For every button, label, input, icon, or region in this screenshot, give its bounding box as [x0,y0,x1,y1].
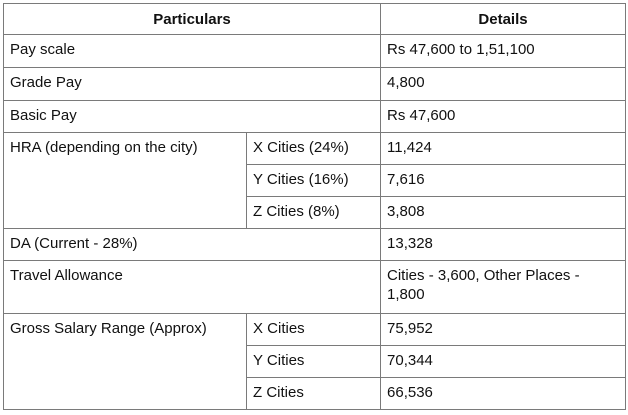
hra-label: HRA (depending on the city) [4,133,247,229]
hra-x-cities-label: X Cities (24%) [247,133,381,165]
hra-x-cities-value: 11,424 [381,133,626,165]
table-row [4,229,626,261]
table-row [4,314,626,346]
table-row [4,133,626,165]
hra-z-cities-label: Z Cities (8%) [247,197,381,229]
da-value: 13,328 [381,229,626,261]
hra-y-cities-value: 7,616 [381,165,626,197]
table-row [4,68,626,101]
gross-y-cities-value: 70,344 [381,346,626,378]
hra-z-cities-value: 3,808 [381,197,626,229]
travel-allowance-value: Cities - 3,600, Other Places - 1,800 [381,261,626,314]
table-row [4,261,626,314]
hra-y-cities-label: Y Cities (16%) [247,165,381,197]
travel-allowance-label: Travel Allowance [4,261,381,314]
header-row [4,4,626,35]
table-row [4,101,626,133]
pay-scale-value: Rs 47,600 to 1,51,100 [381,35,626,68]
grade-pay-value: 4,800 [381,68,626,101]
table-row [4,35,626,68]
da-label: DA (Current - 28%) [4,229,381,261]
grade-pay-label: Grade Pay [4,68,381,101]
header-particulars: Particulars [4,4,381,35]
gross-x-cities-value: 75,952 [381,314,626,346]
gross-salary-label: Gross Salary Range (Approx) [4,314,247,410]
gross-y-cities-label: Y Cities [247,346,381,378]
basic-pay-label: Basic Pay [4,101,381,133]
gross-z-cities-label: Z Cities [247,378,381,410]
pay-scale-label: Pay scale [4,35,381,68]
header-details: Details [381,4,626,35]
basic-pay-value: Rs 47,600 [381,101,626,133]
gross-x-cities-label: X Cities [247,314,381,346]
gross-z-cities-value: 66,536 [381,378,626,410]
salary-details-table [3,3,626,410]
